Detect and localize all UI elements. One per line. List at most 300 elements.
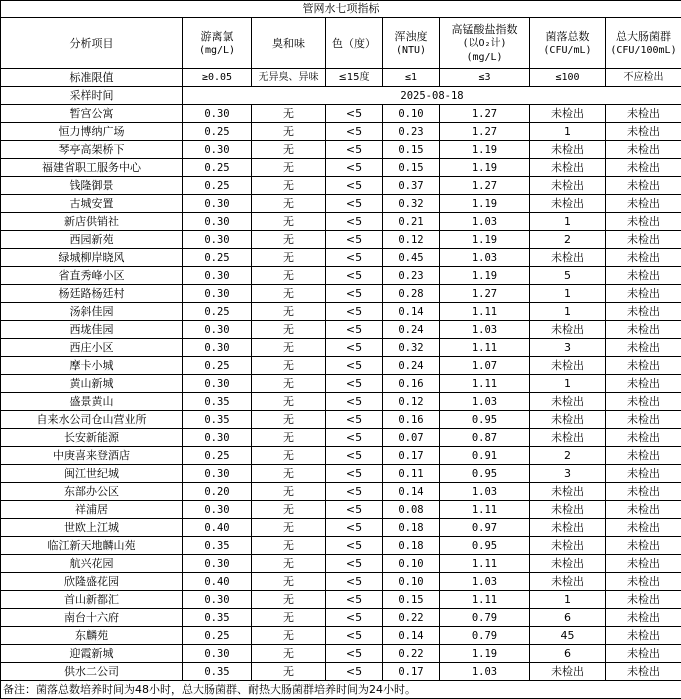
odor-value: 无 [252, 123, 326, 141]
site-name: 中庚喜来登酒店 [1, 447, 183, 465]
bacteria-value: 未检出 [530, 411, 606, 429]
cod-value: 1.11 [440, 375, 530, 393]
chlorine-value: 0.25 [183, 159, 252, 177]
coliform-value: 未检出 [606, 249, 681, 267]
turbidity-value: 0.28 [383, 285, 440, 303]
cod-value: 1.11 [440, 591, 530, 609]
color-value: <5 [326, 159, 383, 177]
odor-value: 无 [252, 627, 326, 645]
coliform-value: 未检出 [606, 645, 681, 663]
turbidity-value: 0.08 [383, 501, 440, 519]
odor-value: 无 [252, 591, 326, 609]
site-name: 祥浦居 [1, 501, 183, 519]
cod-value: 1.27 [440, 285, 530, 303]
chlorine-value: 0.35 [183, 609, 252, 627]
turbidity-value: 0.14 [383, 303, 440, 321]
table-row [1, 573, 681, 591]
bacteria-value: 未检出 [530, 519, 606, 537]
table-row [1, 645, 681, 663]
turbidity-value: 0.17 [383, 447, 440, 465]
coliform-value: 未检出 [606, 123, 681, 141]
site-name: 黄山新城 [1, 375, 183, 393]
table-row [1, 303, 681, 321]
cod-value: 1.27 [440, 123, 530, 141]
site-name: 长安新能源 [1, 429, 183, 447]
bacteria-value: 45 [530, 627, 606, 645]
chlorine-value: 0.35 [183, 411, 252, 429]
site-name: 西垅佳园 [1, 321, 183, 339]
standard-chlorine: ≥0.05 [183, 69, 252, 87]
cod-value: 1.27 [440, 177, 530, 195]
table-row [1, 519, 681, 537]
table-row [1, 177, 681, 195]
odor-value: 无 [252, 177, 326, 195]
bacteria-value: 未检出 [530, 177, 606, 195]
chlorine-value: 0.25 [183, 627, 252, 645]
coliform-value: 未检出 [606, 375, 681, 393]
sampling-row [1, 87, 681, 105]
chlorine-value: 0.25 [183, 177, 252, 195]
chlorine-value: 0.30 [183, 285, 252, 303]
cod-value: 1.03 [440, 573, 530, 591]
site-name: 迎霞新城 [1, 645, 183, 663]
coliform-value: 未检出 [606, 627, 681, 645]
chlorine-value: 0.30 [183, 231, 252, 249]
odor-value: 无 [252, 105, 326, 123]
table-row [1, 213, 681, 231]
table-row [1, 141, 681, 159]
table-row [1, 609, 681, 627]
chlorine-value: 0.35 [183, 663, 252, 681]
color-value: <5 [326, 447, 383, 465]
standard-color: ≤15度 [326, 69, 383, 87]
chlorine-value: 0.30 [183, 375, 252, 393]
sampling-date: 2025-08-18 [183, 87, 681, 105]
color-value: <5 [326, 213, 383, 231]
site-name: 暂宫公寓 [1, 105, 183, 123]
header-row [1, 18, 681, 69]
header-item: 分析项目 [1, 18, 183, 69]
cod-value: 0.79 [440, 609, 530, 627]
coliform-value: 未检出 [606, 393, 681, 411]
standard-cod: ≤3 [440, 69, 530, 87]
site-name: 闽江世纪城 [1, 465, 183, 483]
header-turbidity: 浑浊度 (NTU) [383, 18, 440, 69]
cod-value: 0.95 [440, 411, 530, 429]
chlorine-value: 0.30 [183, 591, 252, 609]
note-row [1, 681, 681, 699]
turbidity-value: 0.14 [383, 627, 440, 645]
turbidity-value: 0.15 [383, 141, 440, 159]
bacteria-value: 未检出 [530, 573, 606, 591]
turbidity-value: 0.10 [383, 573, 440, 591]
bacteria-value: 未检出 [530, 357, 606, 375]
table-row [1, 483, 681, 501]
cod-value: 1.11 [440, 501, 530, 519]
site-name: 世欧上江城 [1, 519, 183, 537]
table-row [1, 285, 681, 303]
coliform-value: 未检出 [606, 591, 681, 609]
site-name: 供水二公司 [1, 663, 183, 681]
table-title: 管网水七项指标 [1, 1, 681, 18]
color-value: <5 [326, 123, 383, 141]
color-value: <5 [326, 267, 383, 285]
table-row [1, 501, 681, 519]
table-row [1, 159, 681, 177]
site-name: 南台十六府 [1, 609, 183, 627]
standard-odor: 无异臭、异味 [252, 69, 326, 87]
cod-value: 1.03 [440, 663, 530, 681]
color-value: <5 [326, 573, 383, 591]
coliform-value: 未检出 [606, 285, 681, 303]
odor-value: 无 [252, 519, 326, 537]
header-cod: 高锰酸盐指数 (以O₂计) (mg/L) [440, 18, 530, 69]
color-value: <5 [326, 411, 383, 429]
bacteria-value: 1 [530, 285, 606, 303]
odor-value: 无 [252, 465, 326, 483]
turbidity-value: 0.17 [383, 663, 440, 681]
cod-value: 0.95 [440, 465, 530, 483]
turbidity-value: 0.10 [383, 105, 440, 123]
turbidity-value: 0.24 [383, 321, 440, 339]
bacteria-value: 6 [530, 609, 606, 627]
chlorine-value: 0.25 [183, 249, 252, 267]
site-name: 西园新苑 [1, 231, 183, 249]
chlorine-value: 0.30 [183, 465, 252, 483]
header-chlorine: 游离氯 (mg/L) [183, 18, 252, 69]
turbidity-value: 0.24 [383, 357, 440, 375]
turbidity-value: 0.32 [383, 195, 440, 213]
odor-value: 无 [252, 555, 326, 573]
cod-value: 1.03 [440, 393, 530, 411]
odor-value: 无 [252, 645, 326, 663]
chlorine-value: 0.30 [183, 267, 252, 285]
coliform-value: 未检出 [606, 267, 681, 285]
table-row [1, 357, 681, 375]
color-value: <5 [326, 357, 383, 375]
coliform-value: 未检出 [606, 555, 681, 573]
color-value: <5 [326, 645, 383, 663]
odor-value: 无 [252, 393, 326, 411]
color-value: <5 [326, 465, 383, 483]
table-row [1, 339, 681, 357]
bacteria-value: 未检出 [530, 501, 606, 519]
turbidity-value: 0.18 [383, 519, 440, 537]
table-row [1, 411, 681, 429]
bacteria-value: 未检出 [530, 249, 606, 267]
turbidity-value: 0.16 [383, 411, 440, 429]
odor-value: 无 [252, 321, 326, 339]
odor-value: 无 [252, 375, 326, 393]
turbidity-value: 0.12 [383, 231, 440, 249]
site-name: 钱隆御景 [1, 177, 183, 195]
coliform-value: 未检出 [606, 537, 681, 555]
site-name: 杨廷路杨廷村 [1, 285, 183, 303]
coliform-value: 未检出 [606, 663, 681, 681]
color-value: <5 [326, 519, 383, 537]
turbidity-value: 0.23 [383, 123, 440, 141]
site-name: 东部办公区 [1, 483, 183, 501]
chlorine-value: 0.30 [183, 555, 252, 573]
header-color: 色（度） [326, 18, 383, 69]
cod-value: 1.07 [440, 357, 530, 375]
note: 备注：菌落总数培养时间为48小时，总大肠菌群、耐热大肠菌群培养时间为24小时。 [1, 681, 681, 699]
bacteria-value: 未检出 [530, 159, 606, 177]
cod-value: 0.91 [440, 447, 530, 465]
site-name: 盛景黄山 [1, 393, 183, 411]
odor-value: 无 [252, 231, 326, 249]
odor-value: 无 [252, 249, 326, 267]
coliform-value: 未检出 [606, 411, 681, 429]
bacteria-value: 未检出 [530, 321, 606, 339]
cod-value: 1.11 [440, 339, 530, 357]
site-name: 临江新天地麟山苑 [1, 537, 183, 555]
color-value: <5 [326, 231, 383, 249]
odor-value: 无 [252, 537, 326, 555]
chlorine-value: 0.30 [183, 501, 252, 519]
site-name: 恒力博纳广场 [1, 123, 183, 141]
site-name: 西庄小区 [1, 339, 183, 357]
chlorine-value: 0.30 [183, 141, 252, 159]
odor-value: 无 [252, 429, 326, 447]
bacteria-value: 3 [530, 465, 606, 483]
site-name: 新店供销社 [1, 213, 183, 231]
site-name: 东麟苑 [1, 627, 183, 645]
color-value: <5 [326, 195, 383, 213]
turbidity-value: 0.32 [383, 339, 440, 357]
site-name: 琴亭高架桥下 [1, 141, 183, 159]
bacteria-value: 1 [530, 303, 606, 321]
odor-value: 无 [252, 501, 326, 519]
odor-value: 无 [252, 357, 326, 375]
chlorine-value: 0.25 [183, 447, 252, 465]
odor-value: 无 [252, 483, 326, 501]
cod-value: 1.03 [440, 249, 530, 267]
color-value: <5 [326, 609, 383, 627]
site-name: 古城安置 [1, 195, 183, 213]
table-row [1, 591, 681, 609]
color-value: <5 [326, 339, 383, 357]
odor-value: 无 [252, 303, 326, 321]
odor-value: 无 [252, 609, 326, 627]
chlorine-value: 0.35 [183, 393, 252, 411]
table-row [1, 555, 681, 573]
standard-coliform: 不应检出 [606, 69, 681, 87]
odor-value: 无 [252, 267, 326, 285]
standard-row [1, 69, 681, 87]
color-value: <5 [326, 285, 383, 303]
turbidity-value: 0.15 [383, 591, 440, 609]
turbidity-value: 0.22 [383, 609, 440, 627]
bacteria-value: 未检出 [530, 663, 606, 681]
chlorine-value: 0.30 [183, 195, 252, 213]
bacteria-value: 未检出 [530, 483, 606, 501]
color-value: <5 [326, 141, 383, 159]
coliform-value: 未检出 [606, 213, 681, 231]
sampling-label: 采样时间 [1, 87, 183, 105]
table-row [1, 321, 681, 339]
coliform-value: 未检出 [606, 429, 681, 447]
turbidity-value: 0.15 [383, 159, 440, 177]
turbidity-value: 0.16 [383, 375, 440, 393]
cod-value: 1.11 [440, 555, 530, 573]
table-row [1, 429, 681, 447]
turbidity-value: 0.22 [383, 645, 440, 663]
color-value: <5 [326, 501, 383, 519]
odor-value: 无 [252, 159, 326, 177]
bacteria-value: 1 [530, 591, 606, 609]
turbidity-value: 0.11 [383, 465, 440, 483]
header-coliform: 总大肠菌群 (CFU/100mL) [606, 18, 681, 69]
coliform-value: 未检出 [606, 447, 681, 465]
turbidity-value: 0.37 [383, 177, 440, 195]
table-row [1, 105, 681, 123]
color-value: <5 [326, 321, 383, 339]
odor-value: 无 [252, 447, 326, 465]
odor-value: 无 [252, 195, 326, 213]
cod-value: 1.27 [440, 105, 530, 123]
chlorine-value: 0.25 [183, 123, 252, 141]
odor-value: 无 [252, 339, 326, 357]
bacteria-value: 1 [530, 375, 606, 393]
header-odor: 臭和味 [252, 18, 326, 69]
standard-turbidity: ≤1 [383, 69, 440, 87]
standard-label: 标准限值 [1, 69, 183, 87]
turbidity-value: 0.18 [383, 537, 440, 555]
cod-value: 1.19 [440, 159, 530, 177]
table-row [1, 465, 681, 483]
chlorine-value: 0.30 [183, 429, 252, 447]
bacteria-value: 未检出 [530, 141, 606, 159]
bacteria-value: 5 [530, 267, 606, 285]
table-row [1, 375, 681, 393]
bacteria-value: 未检出 [530, 393, 606, 411]
turbidity-value: 0.10 [383, 555, 440, 573]
bacteria-value: 未检出 [530, 555, 606, 573]
bacteria-value: 未检出 [530, 537, 606, 555]
cod-value: 1.03 [440, 483, 530, 501]
cod-value: 1.19 [440, 231, 530, 249]
coliform-value: 未检出 [606, 321, 681, 339]
chlorine-value: 0.35 [183, 537, 252, 555]
table-row [1, 447, 681, 465]
site-name: 绿城柳岸晓风 [1, 249, 183, 267]
turbidity-value: 0.45 [383, 249, 440, 267]
cod-value: 0.97 [440, 519, 530, 537]
site-name: 福建省职工服务中心 [1, 159, 183, 177]
color-value: <5 [326, 591, 383, 609]
odor-value: 无 [252, 213, 326, 231]
table-row [1, 537, 681, 555]
chlorine-value: 0.30 [183, 339, 252, 357]
coliform-value: 未检出 [606, 609, 681, 627]
bacteria-value: 3 [530, 339, 606, 357]
color-value: <5 [326, 483, 383, 501]
bacteria-value: 6 [530, 645, 606, 663]
coliform-value: 未检出 [606, 105, 681, 123]
table-row [1, 249, 681, 267]
cod-value: 0.87 [440, 429, 530, 447]
color-value: <5 [326, 627, 383, 645]
site-name: 航兴花园 [1, 555, 183, 573]
chlorine-value: 0.25 [183, 357, 252, 375]
table-row [1, 627, 681, 645]
color-value: <5 [326, 249, 383, 267]
bacteria-value: 2 [530, 231, 606, 249]
chlorine-value: 0.20 [183, 483, 252, 501]
cod-value: 1.11 [440, 303, 530, 321]
chlorine-value: 0.30 [183, 321, 252, 339]
bacteria-value: 2 [530, 447, 606, 465]
cod-value: 1.19 [440, 267, 530, 285]
coliform-value: 未检出 [606, 573, 681, 591]
turbidity-value: 0.14 [383, 483, 440, 501]
coliform-value: 未检出 [606, 465, 681, 483]
color-value: <5 [326, 663, 383, 681]
coliform-value: 未检出 [606, 195, 681, 213]
turbidity-value: 0.21 [383, 213, 440, 231]
coliform-value: 未检出 [606, 357, 681, 375]
odor-value: 无 [252, 663, 326, 681]
color-value: <5 [326, 537, 383, 555]
coliform-value: 未检出 [606, 231, 681, 249]
standard-bacteria: ≤100 [530, 69, 606, 87]
bacteria-value: 1 [530, 213, 606, 231]
table-row [1, 393, 681, 411]
coliform-value: 未检出 [606, 159, 681, 177]
chlorine-value: 0.25 [183, 303, 252, 321]
site-name: 省直秀峰小区 [1, 267, 183, 285]
coliform-value: 未检出 [606, 519, 681, 537]
color-value: <5 [326, 555, 383, 573]
chlorine-value: 0.30 [183, 645, 252, 663]
cod-value: 0.79 [440, 627, 530, 645]
table-row [1, 267, 681, 285]
color-value: <5 [326, 393, 383, 411]
table-row [1, 231, 681, 249]
site-name: 汤斜佳园 [1, 303, 183, 321]
table-row [1, 663, 681, 681]
bacteria-value: 未检出 [530, 195, 606, 213]
chlorine-value: 0.40 [183, 519, 252, 537]
bacteria-value: 未检出 [530, 429, 606, 447]
header-bacteria: 菌落总数 (CFU/mL) [530, 18, 606, 69]
bacteria-value: 1 [530, 123, 606, 141]
cod-value: 1.03 [440, 321, 530, 339]
color-value: <5 [326, 105, 383, 123]
cod-value: 1.19 [440, 645, 530, 663]
color-value: <5 [326, 303, 383, 321]
color-value: <5 [326, 375, 383, 393]
chlorine-value: 0.30 [183, 213, 252, 231]
odor-value: 无 [252, 411, 326, 429]
odor-value: 无 [252, 141, 326, 159]
bacteria-value: 未检出 [530, 105, 606, 123]
cod-value: 1.19 [440, 141, 530, 159]
coliform-value: 未检出 [606, 141, 681, 159]
color-value: <5 [326, 177, 383, 195]
odor-value: 无 [252, 285, 326, 303]
table-row [1, 195, 681, 213]
site-name: 首山新都汇 [1, 591, 183, 609]
site-name: 摩卡小城 [1, 357, 183, 375]
coliform-value: 未检出 [606, 303, 681, 321]
odor-value: 无 [252, 573, 326, 591]
cod-value: 1.19 [440, 195, 530, 213]
turbidity-value: 0.12 [383, 393, 440, 411]
site-name: 自来水公司仓山营业所 [1, 411, 183, 429]
site-name: 欣隆盛花园 [1, 573, 183, 591]
